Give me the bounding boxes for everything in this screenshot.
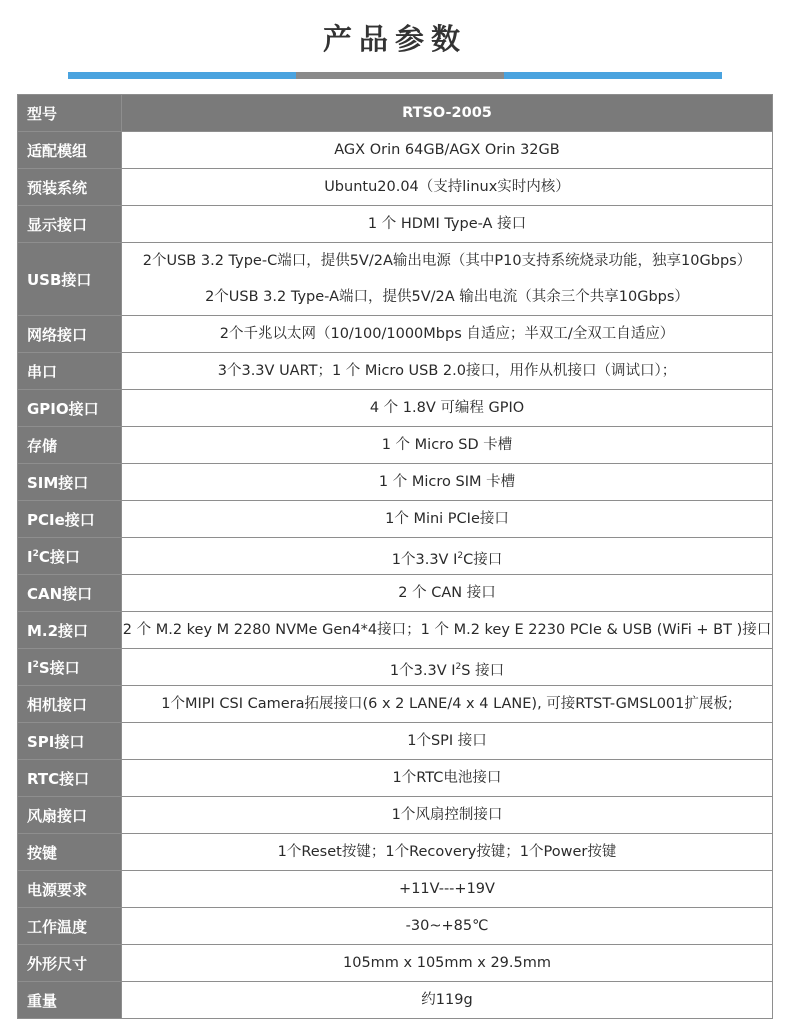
spec-value-line: 1个 Mini PCIe接口 <box>385 511 509 527</box>
spec-value-line: 3个3.3V UART；1 个 Micro USB 2.0接口，用作从机接口（调试口）； <box>217 363 677 379</box>
spec-label-superscript: 2 <box>32 659 39 670</box>
spec-value-line <box>122 538 772 574</box>
spec-label-text: S接口 <box>38 658 80 677</box>
spec-label: 存储 <box>18 427 122 464</box>
spec-label: M.2接口 <box>18 612 122 649</box>
spec-label: SIM接口 <box>18 464 122 501</box>
spec-value <box>122 760 773 797</box>
spec-label: 重量 <box>18 982 122 1019</box>
spec-value-text: 1个3.3V I <box>389 663 456 679</box>
spec-value <box>122 243 773 316</box>
spec-row <box>18 538 773 575</box>
spec-value <box>122 871 773 908</box>
spec-label: 型号 <box>18 95 122 132</box>
spec-value <box>122 612 773 649</box>
spec-value <box>122 797 773 834</box>
spec-value <box>122 945 773 982</box>
spec-row <box>18 427 773 464</box>
spec-label: 显示接口 <box>18 206 122 243</box>
spec-label-text: C接口 <box>38 547 80 566</box>
spec-row <box>18 464 773 501</box>
spec-label: SPI接口 <box>18 723 122 760</box>
spec-row <box>18 206 773 243</box>
spec-label-superscript: 2 <box>32 548 39 559</box>
spec-value-line: 2 个 M.2 key M 2280 NVMe Gen4*4接口；1 个 M.2 key E 2230 PCIe & USB (WiFi + BT )接口 <box>122 622 772 638</box>
spec-value <box>122 132 773 169</box>
spec-label: 风扇接口 <box>18 797 122 834</box>
spec-row <box>18 169 773 206</box>
spec-value-line: 2个USB 3.2 Type-A端口，提供5V/2A 输出电流（其余三个共享10Gbps） <box>205 289 689 305</box>
spec-table <box>17 94 773 1019</box>
spec-value-line: 1个Reset按键；1个Recovery按键；1个Power按键 <box>277 844 617 860</box>
spec-value <box>122 538 773 575</box>
spec-row <box>18 908 773 945</box>
page-title: 产品参数 <box>322 22 467 56</box>
spec-value <box>122 575 773 612</box>
spec-row <box>18 871 773 908</box>
spec-value-text: C接口 <box>463 552 503 568</box>
spec-value <box>122 206 773 243</box>
spec-row <box>18 612 773 649</box>
spec-value-line: 105mm x 105mm x 29.5mm <box>343 955 551 971</box>
spec-row <box>18 316 773 353</box>
spec-row <box>18 760 773 797</box>
title-underline-middle <box>296 72 504 79</box>
spec-label-text: I <box>27 547 33 566</box>
spec-value-line: -30~+85℃ <box>405 918 489 934</box>
spec-value-line: 1个风扇控制接口 <box>391 807 503 823</box>
spec-value-line: 2个USB 3.2 Type-C端口，提供5V/2A输出电源（其中P10支持系统烧录功能，独享10Gbps） <box>142 253 752 269</box>
spec-value-line: +11V---+19V <box>399 881 495 897</box>
spec-value-superscript: 2 <box>455 662 462 672</box>
spec-value <box>122 390 773 427</box>
spec-value-text: S 接口 <box>461 663 505 679</box>
spec-label-text: I <box>27 658 33 677</box>
spec-row <box>18 132 773 169</box>
spec-label: PCIe接口 <box>18 501 122 538</box>
spec-label: USB接口 <box>18 243 122 316</box>
spec-value <box>122 95 773 132</box>
spec-label: 预装系统 <box>18 169 122 206</box>
spec-value-line <box>122 649 772 685</box>
spec-value-text: 1个3.3V I <box>391 552 458 568</box>
spec-row <box>18 723 773 760</box>
title-underline-right <box>504 72 722 79</box>
spec-row <box>18 982 773 1019</box>
spec-value <box>122 316 773 353</box>
spec-value-line: 1 个 Micro SD 卡槽 <box>381 437 513 453</box>
model-value: RTSO-2005 <box>402 105 492 121</box>
spec-value-line: 1 个 Micro SIM 卡槽 <box>378 474 516 490</box>
spec-label: 适配模组 <box>18 132 122 169</box>
spec-value <box>122 723 773 760</box>
spec-value-line: 1个SPI 接口 <box>407 733 487 749</box>
spec-value <box>122 353 773 390</box>
spec-value-line: 约119g <box>421 992 473 1008</box>
spec-value-line: 2 个 CAN 接口 <box>398 585 496 601</box>
spec-value <box>122 908 773 945</box>
spec-label <box>18 649 122 686</box>
spec-label: 网络接口 <box>18 316 122 353</box>
spec-row <box>18 353 773 390</box>
spec-row <box>18 797 773 834</box>
spec-value-line: Ubuntu20.04（支持linux实时内核） <box>324 179 570 195</box>
spec-value-line: 4 个 1.8V 可编程 GPIO <box>369 400 525 416</box>
spec-value-line: 1个MIPI CSI Camera拓展接口(6 x 2 LANE/4 x 4 LANE), 可接RTST-GMSL001扩展板; <box>161 696 733 712</box>
spec-label: 串口 <box>18 353 122 390</box>
spec-label: 按键 <box>18 834 122 871</box>
spec-row <box>18 945 773 982</box>
spec-row <box>18 501 773 538</box>
spec-row <box>18 649 773 686</box>
spec-label <box>18 538 122 575</box>
spec-value <box>122 834 773 871</box>
spec-value-line: 1 个 HDMI Type-A 接口 <box>367 216 527 232</box>
spec-value <box>122 649 773 686</box>
spec-label: 相机接口 <box>18 686 122 723</box>
spec-value <box>122 464 773 501</box>
spec-row <box>18 834 773 871</box>
spec-value-line: 1个RTC电池接口 <box>392 770 502 786</box>
spec-value <box>122 686 773 723</box>
title-underline-left <box>68 72 296 79</box>
spec-value-line: AGX Orin 64GB/AGX Orin 32GB <box>334 142 560 158</box>
spec-row <box>18 243 773 316</box>
spec-label: 外形尺寸 <box>18 945 122 982</box>
spec-value <box>122 169 773 206</box>
spec-label: 电源要求 <box>18 871 122 908</box>
spec-value <box>122 427 773 464</box>
spec-row <box>18 575 773 612</box>
spec-label: 工作温度 <box>18 908 122 945</box>
spec-label: CAN接口 <box>18 575 122 612</box>
spec-value <box>122 501 773 538</box>
spec-value <box>122 982 773 1019</box>
spec-header-row <box>18 95 773 132</box>
spec-value-superscript: 2 <box>457 551 464 561</box>
spec-row <box>18 390 773 427</box>
spec-label: GPIO接口 <box>18 390 122 427</box>
spec-value-line: 2个千兆以太网（10/100/1000Mbps 自适应；半双工/全双工自适应） <box>219 326 675 342</box>
spec-row <box>18 686 773 723</box>
spec-label: RTC接口 <box>18 760 122 797</box>
